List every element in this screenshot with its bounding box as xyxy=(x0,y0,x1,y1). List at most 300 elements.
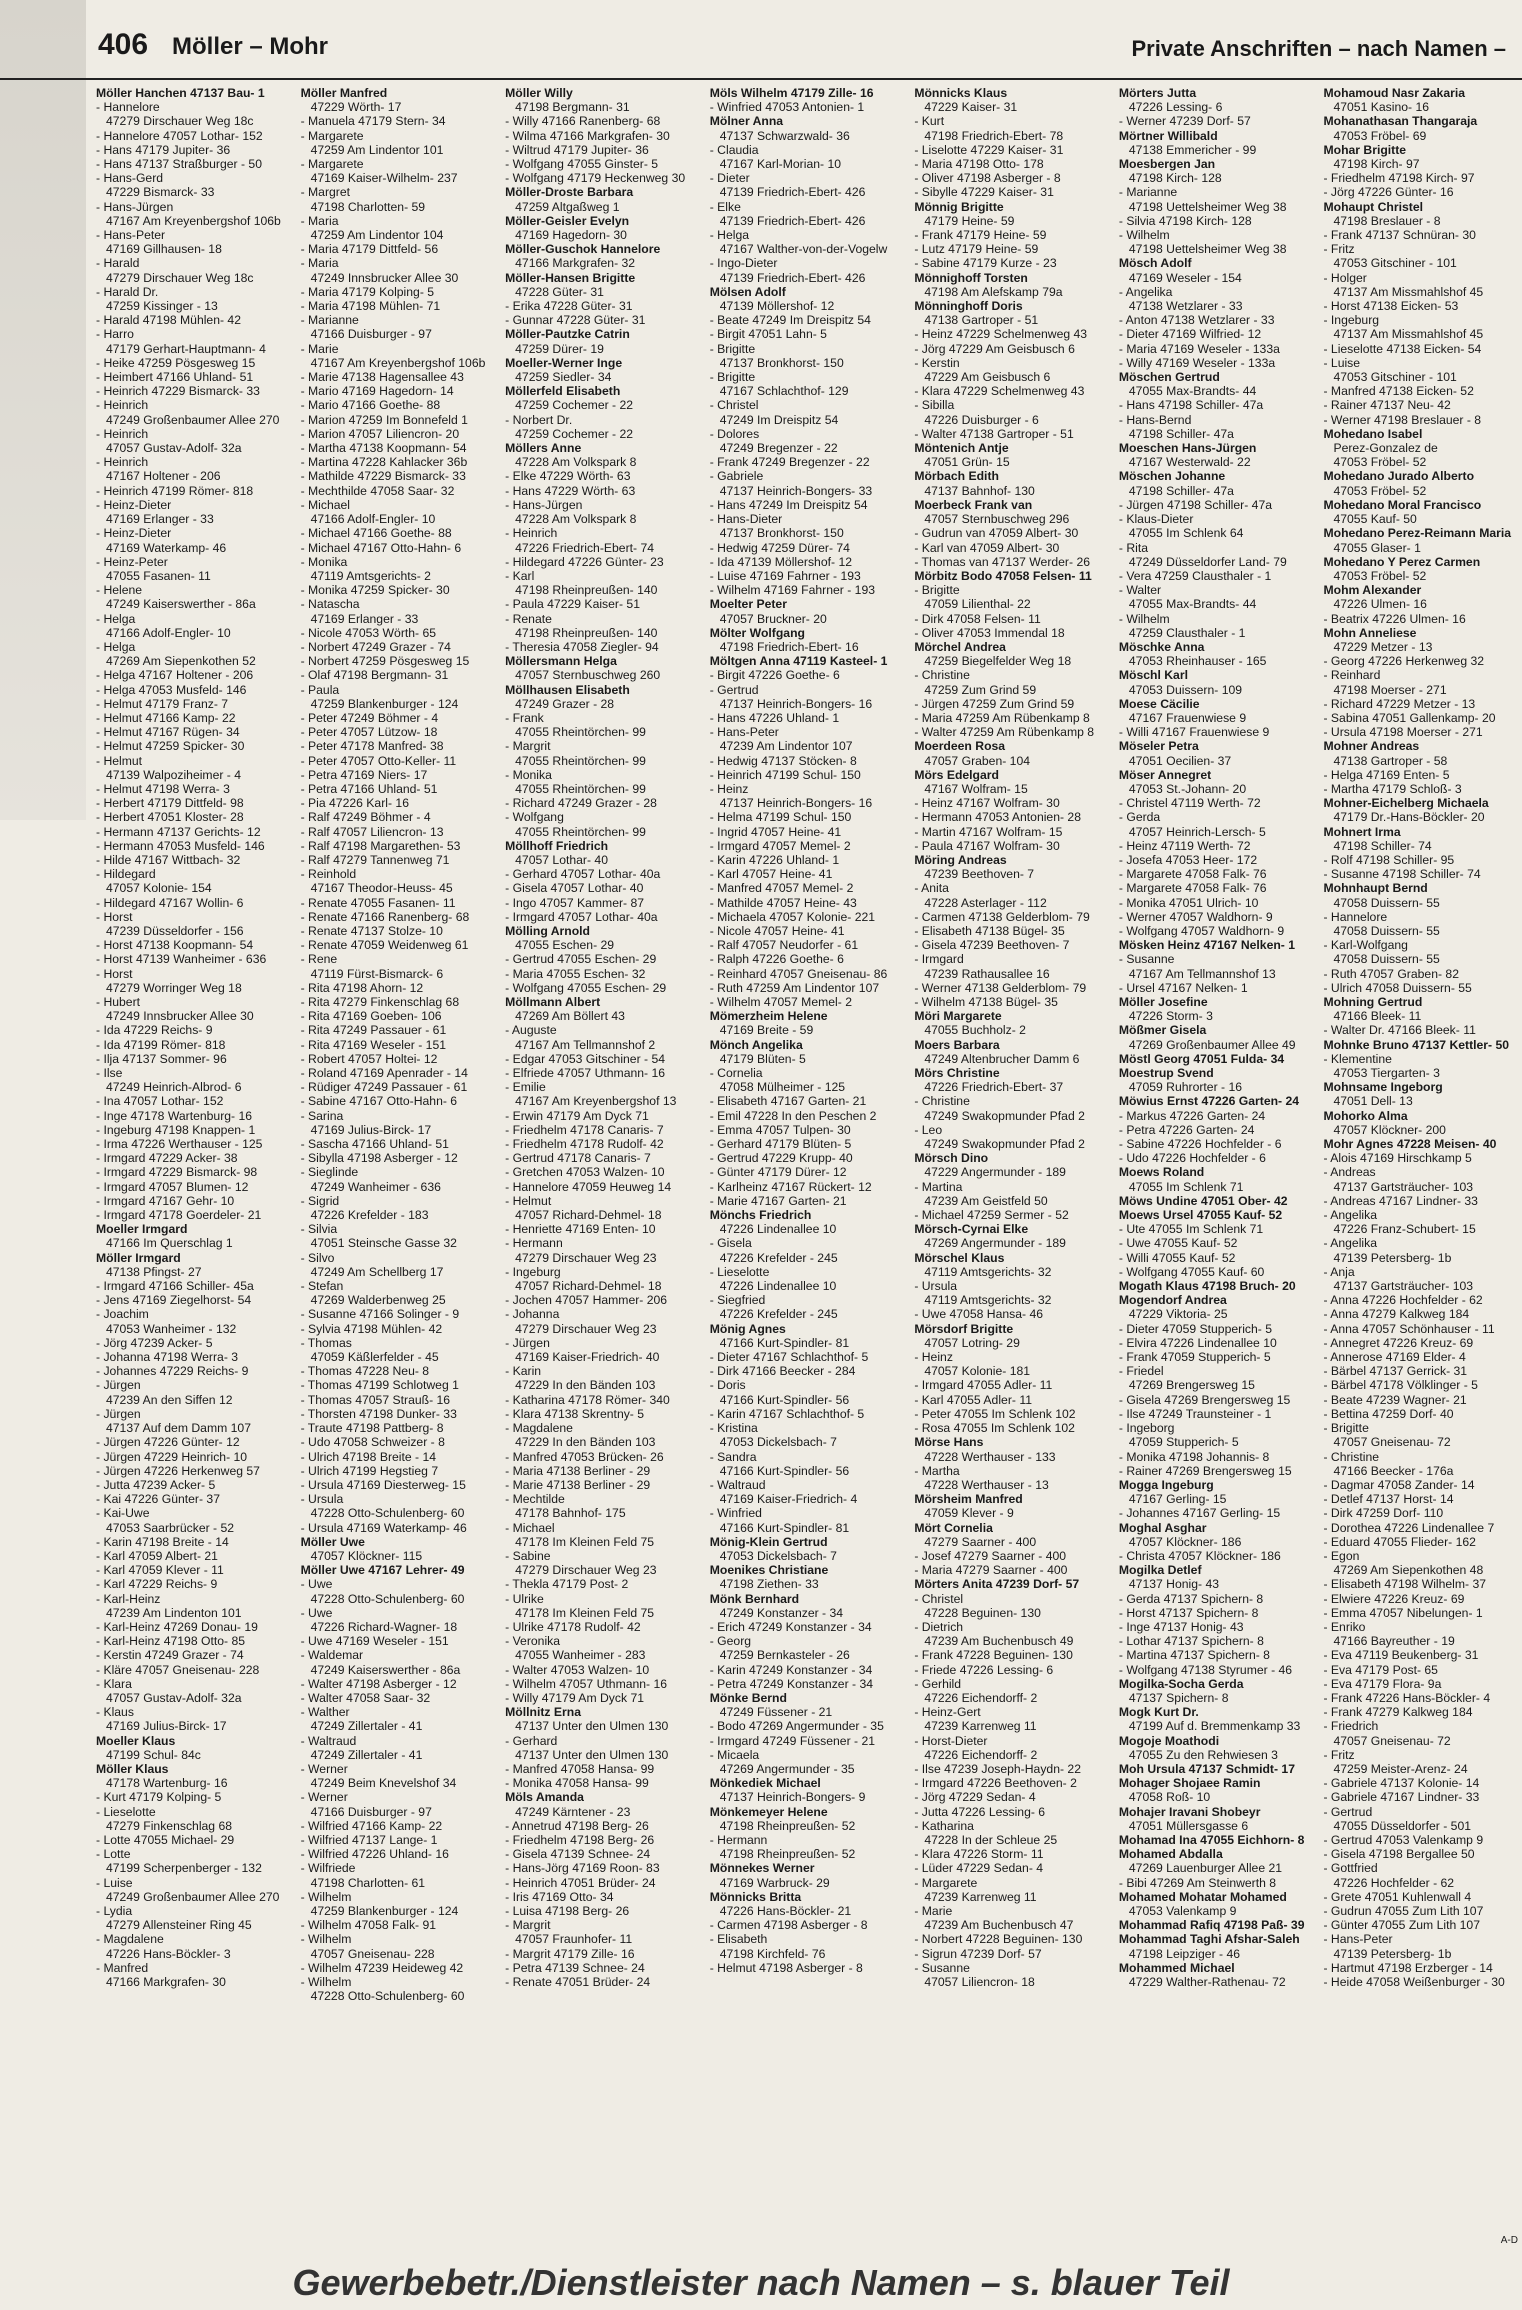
directory-entry: 47199 Scherpenberger - 132 xyxy=(106,1861,262,1876)
directory-entry: - Horst 47138 Koopmann- 54 xyxy=(96,938,254,953)
surname-entry: Mörs Christine xyxy=(914,1066,1000,1081)
directory-entry: - Petra 47166 Uhland- 51 xyxy=(300,781,438,796)
directory-entry: - Günter 47055 Zum Lith 107 xyxy=(1323,1918,1480,1933)
directory-entry: - Irmgard 47229 Bismarck- 98 xyxy=(96,1165,258,1180)
directory-entry: - Renate 47166 Ranenberg- 68 xyxy=(300,909,470,924)
directory-entry: - Uwe xyxy=(300,1605,333,1620)
directory-entry: - Werner 47057 Waldhorn- 9 xyxy=(1118,909,1273,924)
surname-entry: Mölling Arnold xyxy=(505,923,590,938)
directory-column xyxy=(1119,86,1310,2246)
directory-entry: - Anna 47279 Kalkweg 184 xyxy=(1323,1307,1470,1322)
directory-entry: - Angelika xyxy=(1323,1236,1377,1251)
surname-entry: Möschke Anna xyxy=(1118,639,1205,654)
directory-entry: - Klementine xyxy=(1323,1051,1392,1066)
directory-entry: - Irmgard 47178 Goerdeler- 21 xyxy=(96,1208,262,1223)
directory-entry: - Rita 47169 Weseler - 151 xyxy=(300,1037,447,1052)
directory-entry: - Friedel xyxy=(1118,1364,1164,1379)
directory-entry: - Edgar 47053 Gitschiner - 54 xyxy=(505,1051,666,1066)
directory-entry: - Helga 47167 Holtener - 206 xyxy=(96,668,254,683)
surname-entry: Mohedano Jurado Alberto xyxy=(1323,469,1475,484)
directory-entry: - Ulrike 47178 Rudolf- 42 xyxy=(505,1619,641,1634)
directory-entry: - Wilhelm 47057 Uthmann- 16 xyxy=(505,1676,668,1691)
directory-entry: - Gertrud 47053 Valenkamp 9 xyxy=(1323,1832,1484,1847)
directory-entry: 47059 Klever - 9 xyxy=(924,1506,1014,1521)
directory-entry: 47055 Max-Brandts- 44 xyxy=(1128,384,1257,399)
directory-entry: 47059 Stupperich- 5 xyxy=(1128,1435,1239,1450)
directory-entry: 47053 Gitschiner - 101 xyxy=(1333,256,1457,271)
directory-entry: - Lotte 47055 Michael- 29 xyxy=(96,1832,235,1847)
directory-entry: - Dorothea 47226 Lindenallee 7 xyxy=(1323,1520,1495,1535)
directory-entry: 47055 Rheintörchen- 99 xyxy=(515,753,646,768)
directory-entry: - Hannelore 47057 Lothar- 152 xyxy=(96,128,263,143)
directory-entry: - Hans-Jürgen xyxy=(96,199,174,214)
directory-entry: - Gertrud 47229 Krupp- 40 xyxy=(709,1151,853,1166)
directory-entry: - Iris 47169 Otto- 34 xyxy=(505,1889,614,1904)
directory-entry: - Hans 47179 Jupiter- 36 xyxy=(96,142,231,157)
directory-entry: 47198 Ziethen- 33 xyxy=(719,1577,819,1592)
directory-entry: - Gerhard xyxy=(505,1733,558,1748)
directory-entry: 47051 Grün- 15 xyxy=(924,455,1010,470)
directory-entry: - Eva 47119 Beukenberg- 31 xyxy=(1323,1648,1479,1663)
directory-entry: - Ralf 47279 Tannenweg 71 xyxy=(300,852,450,867)
directory-entry: - Dieter 47167 Schlachthof- 5 xyxy=(709,1350,869,1365)
directory-entry: - Walter 47058 Saar- 32 xyxy=(300,1690,431,1705)
surname-entry: Moeller Irmgard xyxy=(96,1222,188,1237)
directory-entry: - Renate 47137 Stolze- 10 xyxy=(300,923,443,938)
directory-entry: - Werner 47239 Dorf- 57 xyxy=(1118,114,1251,129)
directory-entry: 47239 Am Lindentor 107 xyxy=(719,739,853,754)
directory-entry: - Karl 47229 Reichs- 9 xyxy=(96,1577,218,1592)
directory-entry: 47249 Wanheimer - 636 xyxy=(310,1179,441,1194)
directory-entry: - Manuela 47179 Stern- 34 xyxy=(300,114,446,129)
surname-entry: Mönig-Klein Gertrud xyxy=(709,1534,828,1549)
directory-entry: - Rainer 47137 Neu- 42 xyxy=(1323,398,1451,413)
directory-entry: 47229 Bismarck- 33 xyxy=(106,185,215,200)
directory-entry: 47137 Spichern- 8 xyxy=(1128,1690,1229,1705)
directory-entry: - Hans 47198 Schiller- 47a xyxy=(1118,398,1264,413)
directory-entry: - Susanne 47166 Solinger - 9 xyxy=(300,1307,460,1322)
directory-entry: - Bibi 47269 Am Steinwerth 8 xyxy=(1118,1875,1277,1890)
directory-entry: - Ingeburg xyxy=(505,1264,561,1279)
directory-entry: 47139 Petersberg- 1b xyxy=(1333,1250,1452,1265)
directory-entry: 47229 Walther-Rathenau- 72 xyxy=(1128,1975,1286,1990)
directory-entry: 47138 Emmericher - 99 xyxy=(1128,142,1257,157)
surname-entry: Möller-Guschok Hannelore xyxy=(505,242,661,257)
directory-entry: - Rolf 47198 Schiller- 95 xyxy=(1323,852,1455,867)
directory-entry: - Rita 47169 Goeben- 106 xyxy=(300,1009,442,1024)
directory-entry: - Thekla 47179 Post- 2 xyxy=(505,1577,629,1592)
directory-entry: 47167 Am Tellmannshof 2 xyxy=(515,1037,656,1052)
directory-entry: 47198 Schiller- 47a xyxy=(1128,483,1234,498)
directory-entry: - Elisabeth 47198 Wilhelm- 37 xyxy=(1323,1577,1487,1592)
directory-entry: - Ursula 47198 Moerser - 271 xyxy=(1323,725,1483,740)
surname-entry: Moesbergen Jan xyxy=(1118,157,1216,172)
directory-entry: - Manfred 47053 Brücken- 26 xyxy=(505,1449,664,1464)
directory-entry: - Beatrix 47226 Ulmen- 16 xyxy=(1323,611,1466,626)
directory-entry: - Fritz xyxy=(1323,242,1355,257)
surname-entry: Mohar Brigitte xyxy=(1323,142,1407,157)
directory-entry: - Gerda 47137 Spichern- 8 xyxy=(1118,1591,1264,1606)
directory-entry: 47259 Meister-Arenz- 24 xyxy=(1333,1761,1468,1776)
directory-entry: - Emil 47228 In den Peschen 2 xyxy=(709,1108,877,1123)
directory-entry: - Kristina xyxy=(709,1421,758,1436)
directory-entry: - Mathilde 47229 Bismarck- 33 xyxy=(300,469,466,484)
directory-entry: - Erwin 47179 Am Dyck 71 xyxy=(505,1108,649,1123)
directory-entry: - Rita 47198 Ahorn- 12 xyxy=(300,980,424,995)
directory-entry: - Gerhard 47179 Blüten- 5 xyxy=(709,1137,852,1152)
directory-entry: - Kai 47226 Günter- 37 xyxy=(96,1492,220,1507)
directory-entry: 47279 Dirschauer Weg 18c xyxy=(106,114,254,129)
directory-entry: - Dieter xyxy=(709,171,750,186)
directory-entry: - Ida 47139 Möllershof- 12 xyxy=(709,554,853,569)
directory-entry: 47249 Zillertaler - 41 xyxy=(310,1719,423,1734)
directory-entry: 47279 Worringer Weg 18 xyxy=(106,980,242,995)
directory-entry: 47228 Am Volkspark 8 xyxy=(515,455,637,470)
directory-entry: 47269 Am Böllert 43 xyxy=(515,1009,625,1024)
thumb-index-tab xyxy=(0,0,86,820)
surname-entry: Mogilka-Socha Gerda xyxy=(1118,1676,1244,1691)
directory-entry: - Wilfried 47137 Lange- 1 xyxy=(300,1832,438,1847)
directory-entry: - Kurt 47179 Kolping- 5 xyxy=(96,1790,222,1805)
directory-entry: - Robert 47057 Holtei- 12 xyxy=(300,1051,438,1066)
surname-entry: Mohanathasan Thangaraja xyxy=(1323,114,1478,129)
surname-entry: Mörsch Dino xyxy=(914,1151,989,1166)
directory-entry: - Udo 47058 Schweizer - 8 xyxy=(300,1435,445,1450)
directory-entry: - Margarete xyxy=(300,128,364,143)
directory-entry: 47269 Großenbaumer Allee 49 xyxy=(1128,1037,1296,1052)
directory-entry: 47259 Zum Grind 59 xyxy=(924,682,1037,697)
directory-entry: - Brigitte xyxy=(1323,1421,1369,1436)
directory-entry: 47057 Gneisenau- 72 xyxy=(1333,1435,1451,1450)
directory-entry: - Heinz-Dieter xyxy=(96,497,172,512)
directory-entry: 47198 Leipziger - 46 xyxy=(1128,1946,1241,1961)
directory-entry: - Norbert Dr. xyxy=(505,412,573,427)
surname-entry: Mönnighoff Torsten xyxy=(914,270,1028,285)
directory-entry: 47057 Liliencron- 18 xyxy=(924,1975,1035,1990)
directory-entry: 47249 Großenbaumer Allee 270 xyxy=(106,1889,280,1904)
directory-entry: - Kläre 47057 Gneisenau- 228 xyxy=(96,1662,260,1677)
directory-entry: 47239 Karrenweg 11 xyxy=(924,1889,1037,1904)
directory-entry: - Frank 47228 Beguinen- 130 xyxy=(914,1648,1073,1663)
directory-entry: - Irmgard 47055 Adler- 11 xyxy=(914,1378,1053,1393)
directory-entry: 47178 Im Kleinen Feld 75 xyxy=(515,1605,655,1620)
directory-entry: - Rainer 47269 Brengersweg 15 xyxy=(1118,1463,1292,1478)
directory-entry: - Heinrich xyxy=(96,398,149,413)
directory-entry: 47228 Otto-Schulenberg- 60 xyxy=(310,1591,465,1606)
surname-entry: Moews Roland xyxy=(1118,1165,1205,1180)
directory-entry: - Hannelore xyxy=(1323,909,1388,924)
directory-entry: - Maria 47179 Kolping- 5 xyxy=(300,284,435,299)
directory-entry: - Gisela 47239 Beethoven- 7 xyxy=(914,938,1070,953)
directory-entry: - Helga xyxy=(96,611,136,626)
directory-entry: - Ulrich 47058 Duissern- 55 xyxy=(1323,980,1472,995)
directory-entry: - Irmgard 47229 Acker- 38 xyxy=(96,1151,238,1166)
directory-entry: 47057 Lothar- 40 xyxy=(515,852,608,867)
surname-entry: Mörters Anita 47239 Dorf- 57 xyxy=(914,1577,1080,1592)
directory-entry: 47249 Kaiserswerther - 86a xyxy=(310,1662,461,1677)
directory-entry: - Heinz-Peter xyxy=(96,554,168,569)
directory-entry: - Willy 47169 Weseler - 133a xyxy=(1118,355,1276,370)
directory-entry: 47259 Blankenburger - 124 xyxy=(310,696,459,711)
directory-entry: - Friedrich xyxy=(1323,1719,1379,1734)
directory-entry: - Nicole 47057 Heine- 41 xyxy=(709,923,845,938)
directory-entry: - Petra 47169 Niers- 17 xyxy=(300,767,428,782)
directory-entry: 47198 Rheinpreußen- 140 xyxy=(515,625,658,640)
directory-entry: - Wolfgang 47138 Styrumer - 46 xyxy=(1118,1662,1293,1677)
directory-entry: 47198 Friedrich-Ebert- 78 xyxy=(924,128,1064,143)
surname-entry: Mönke Bernd xyxy=(709,1690,787,1705)
surname-entry: Möser Annegret xyxy=(1118,767,1212,782)
directory-entry: - Karin xyxy=(505,1364,542,1379)
directory-entry: - Wolfgang 47057 Waldhorn- 9 xyxy=(1118,923,1285,938)
directory-entry: 47179 Blüten- 5 xyxy=(719,1051,806,1066)
surname-entry: Moh Ursula 47137 Schmidt- 17 xyxy=(1118,1761,1295,1776)
directory-entry: 47229 In den Bänden 103 xyxy=(515,1378,656,1393)
directory-entry: 47166 Adolf-Engler- 10 xyxy=(106,625,231,640)
directory-entry: 47138 Gartroper - 51 xyxy=(924,313,1039,328)
directory-entry: 47057 Gustav-Adolf- 32a xyxy=(106,441,242,456)
directory-entry: - Monika 47198 Johannis- 8 xyxy=(1118,1449,1270,1464)
directory-column xyxy=(301,86,492,2246)
directory-entry: 47226 Hans-Böckler- 21 xyxy=(719,1904,852,1918)
directory-entry: 47229 Wörth- 17 xyxy=(310,100,402,115)
directory-entry: 47239 Rathausallee 16 xyxy=(924,966,1050,981)
surname-entry: Moenikes Christiane xyxy=(709,1563,829,1578)
directory-entry: - Gudrun 47055 Zum Lith 107 xyxy=(1323,1904,1484,1918)
directory-entry: - Maria xyxy=(300,256,339,271)
directory-entry: - Ida 47229 Reichs- 9 xyxy=(96,1023,213,1038)
directory-entry: - Hilde 47167 Wittbach- 32 xyxy=(96,852,241,867)
directory-entry: - Irmgard 47057 Blumen- 12 xyxy=(96,1179,249,1194)
directory-entry: - Friedhelm 47198 Berg- 26 xyxy=(505,1832,655,1847)
directory-entry: 47055 Im Schlenk 71 xyxy=(1128,1179,1244,1194)
directory-entry: - Norbert 47228 Beguinen- 130 xyxy=(914,1932,1083,1947)
directory-entry: 47198 Uettelsheimer Weg 38 xyxy=(1128,199,1287,214)
directory-entry: - Harald 47198 Mühlen- 42 xyxy=(96,313,241,328)
directory-entry: - Ina 47057 Lothar- 152 xyxy=(96,1094,224,1109)
directory-entry: - Irmgard 47167 Gehr- 10 xyxy=(96,1193,235,1208)
directory-entry: 47167 Schlachthof- 129 xyxy=(719,384,849,399)
directory-entry: - Frank 47249 Bregenzer - 22 xyxy=(709,455,870,470)
directory-entry: - Hannelore 47059 Heuweg 14 xyxy=(505,1179,672,1194)
directory-entry: - Oliver 47198 Asberger - 8 xyxy=(914,171,1061,186)
directory-entry: 47057 Heinrich-Lersch- 5 xyxy=(1128,824,1266,839)
directory-entry: - Irmgard 47249 Füssener - 21 xyxy=(709,1733,876,1748)
directory-entry: 47239 An den Siffen 12 xyxy=(106,1392,233,1407)
directory-entry: - Dirk 47058 Felsen- 11 xyxy=(914,611,1041,626)
directory-entry: - Helmut 47179 Franz- 7 xyxy=(96,696,229,711)
directory-entry: - Renate 47055 Fasanen- 11 xyxy=(300,895,456,910)
directory-entry: 47249 Innsbrucker Allee 30 xyxy=(310,270,459,285)
surname-entry: Mohammad Taghi Afshar-Saleh xyxy=(1118,1932,1300,1947)
page-footer xyxy=(0,2262,1522,2310)
directory-entry: - Wilhelm 47138 Bügel- 35 xyxy=(914,995,1058,1009)
directory-entry: - Gertrud 47178 Canaris- 7 xyxy=(505,1151,651,1166)
directory-entry: - Wiltrud 47179 Jupiter- 36 xyxy=(505,142,649,157)
directory-entry: 47259 Altgaßweg 1 xyxy=(515,199,620,214)
directory-entry: - Maria 47169 Weseler - 133a xyxy=(1118,341,1280,356)
directory-entry: 47226 Friedrich-Ebert- 37 xyxy=(924,1080,1064,1095)
surname-entry: Mönninghoff Doris xyxy=(914,299,1023,314)
surname-entry: Mohn Anneliese xyxy=(1323,625,1417,640)
directory-entry: - Jörg 47239 Acker- 5 xyxy=(96,1335,213,1350)
directory-entry: - Gerhard 47057 Lothar- 40a xyxy=(505,867,661,882)
directory-entry: - Martha 47179 Schloß- 3 xyxy=(1323,781,1462,796)
directory-entry: - Gerhild xyxy=(914,1676,962,1691)
directory-entry: - Thomas 47228 Neu- 8 xyxy=(300,1364,430,1379)
directory-entry: 47119 Amtsgerichts- 32 xyxy=(924,1293,1052,1308)
directory-entry: - Wilhelm xyxy=(1118,611,1170,626)
directory-entry: - Anna 47057 Schönhauser - 11 xyxy=(1323,1321,1495,1336)
directory-entry: - Susanne 47198 Schiller- 74 xyxy=(1323,867,1481,882)
directory-entry: 47259 Cochemer - 22 xyxy=(515,426,634,441)
directory-entry: - Silvia 47198 Kirch- 128 xyxy=(1118,213,1252,228)
directory-entry: 47226 Duisburger - 6 xyxy=(924,412,1039,427)
directory-entry: - Walter 47198 Asberger - 12 xyxy=(300,1676,457,1691)
directory-entry: - Erich 47249 Konstanzer - 34 xyxy=(709,1619,872,1634)
directory-entry: - Oliver 47053 Immendal 18 xyxy=(914,625,1065,640)
directory-entry: - Annegret 47226 Kreuz- 69 xyxy=(1323,1335,1474,1350)
directory-entry: 47053 Saarbrücker - 52 xyxy=(106,1520,235,1535)
directory-entry: - Peter 47055 Im Schlenk 102 xyxy=(914,1406,1076,1421)
directory-entry: - Hans 47137 Straßburger - 50 xyxy=(96,157,262,172)
directory-entry: 47269 Lauenburger Allee 21 xyxy=(1128,1861,1283,1876)
directory-entry: 47053 Valenkamp 9 xyxy=(1128,1904,1237,1918)
directory-entry: 47239 Am Geistfeld 50 xyxy=(924,1193,1048,1208)
directory-entry: 47166 Markgrafen- 30 xyxy=(106,1975,226,1990)
directory-entry: - Monika 47058 Hansa- 99 xyxy=(505,1776,649,1791)
directory-entry: 47138 Gartroper - 58 xyxy=(1333,753,1448,768)
directory-entry: - Gottfried xyxy=(1323,1861,1378,1876)
directory-entry: - Ingo-Dieter xyxy=(709,256,778,271)
directory-entry: - Günter 47179 Dürer- 12 xyxy=(709,1165,847,1180)
surname-entry: Möller-Droste Barbara xyxy=(505,185,634,200)
directory-entry: 47057 Richard-Dehmel- 18 xyxy=(515,1279,662,1294)
surname-entry: Mohnhaupt Bernd xyxy=(1323,881,1428,896)
directory-entry: - Lüder 47229 Sedan- 4 xyxy=(914,1861,1044,1876)
directory-entry: 47137 Gartsträucher- 103 xyxy=(1333,1179,1474,1194)
directory-entry: 47226 Krefelder - 183 xyxy=(310,1208,429,1223)
directory-entry: 47228 Otto-Schulenberg- 60 xyxy=(310,1506,465,1521)
directory-entry: - Kerstin xyxy=(914,355,960,370)
directory-entry: 47226 Eichendorff- 2 xyxy=(924,1747,1038,1762)
surname-entry: Mohnsame Ingeborg xyxy=(1323,1080,1443,1095)
directory-entry: - Magdalene xyxy=(96,1932,164,1947)
surname-entry: Mohammad Rafiq 47198 Paß- 39 xyxy=(1118,1918,1305,1933)
directory-entry: - Bodo 47269 Angermunder - 35 xyxy=(709,1719,884,1734)
directory-entry: - Ursula xyxy=(300,1492,344,1507)
directory-entry: 47137 Heinrich-Bongers- 9 xyxy=(719,1790,866,1805)
directory-entry: - Sibylle 47229 Kaiser- 31 xyxy=(914,185,1054,200)
directory-entry: 47137 Gartsträucher- 103 xyxy=(1333,1279,1474,1294)
directory-entry: - Irma 47226 Werthauser - 125 xyxy=(96,1137,263,1152)
surname-entry: Moeller-Werner Inge xyxy=(505,355,623,370)
directory-entry: 47057 Klöckner- 200 xyxy=(1333,1122,1446,1137)
directory-entry: - Anna 47226 Hochfelder - 62 xyxy=(1323,1293,1483,1308)
directory-entry: 47249 Kaiserswerther - 86a xyxy=(106,597,256,612)
directory-entry: 47249 Düsseldorfer Land- 79 xyxy=(1128,554,1287,569)
directory-entry: - Renate 47051 Brüder- 24 xyxy=(505,1975,651,1990)
directory-entry: - Uwe 47058 Hansa- 46 xyxy=(914,1307,1044,1322)
surname-entry: Mönnekes Werner xyxy=(709,1861,815,1876)
directory-entry: - Angelika xyxy=(1323,1208,1377,1223)
directory-entry: - Doris xyxy=(709,1378,746,1393)
directory-entry: - Gabriele xyxy=(709,469,764,484)
directory-entry: - Frank 47179 Heine- 59 xyxy=(914,228,1047,243)
directory-entry: 47269 Brengersweg 15 xyxy=(1128,1378,1255,1393)
directory-entry: - Petra 47249 Konstanzer - 34 xyxy=(709,1676,874,1691)
directory-entry: - Claudia xyxy=(709,142,759,157)
directory-entry: 47139 Friedrich-Ebert- 426 xyxy=(719,270,866,285)
directory-entry: - Willi 47167 Frauenwiese 9 xyxy=(1118,725,1270,740)
directory-entry: - Maria 47179 Dittfeld- 56 xyxy=(300,242,439,257)
directory-entry: 47166 Markgrafen- 32 xyxy=(515,256,636,271)
directory-entry: 47051 Oecilien- 37 xyxy=(1128,753,1232,768)
directory-entry: - Heinrich 47199 Römer- 818 xyxy=(96,483,254,498)
directory-entry: 47199 Auf d. Bremmenkamp 33 xyxy=(1128,1719,1301,1734)
directory-entry: - Josef 47279 Saarner - 400 xyxy=(914,1548,1067,1563)
directory-entry: 47055 Wanheimer - 283 xyxy=(515,1648,646,1663)
directory-entry: - Gabriele 47137 Kolonie- 14 xyxy=(1323,1776,1480,1791)
directory-entry: 47198 Rheinpreußen- 140 xyxy=(515,583,658,598)
directory-entry: - Heinz xyxy=(709,781,749,796)
directory-entry: - Friedhelm 47198 Kirch- 97 xyxy=(1323,171,1475,186)
directory-entry: - Wilfried 47166 Kamp- 22 xyxy=(300,1818,443,1833)
directory-entry: - Bärbel 47178 Völklinger - 5 xyxy=(1323,1378,1478,1393)
directory-entry: - Theresia 47058 Ziegler- 94 xyxy=(505,639,659,654)
section-title: Private Anschriften – nach Namen – xyxy=(1131,36,1506,61)
directory-entry: 47058 Mülheimer - 125 xyxy=(719,1080,846,1095)
directory-entry: - Klaus-Dieter xyxy=(1118,512,1194,527)
directory-entry: - Markus 47226 Garten- 24 xyxy=(1118,1108,1266,1123)
directory-entry: - Gisela 47269 Brengersweg 15 xyxy=(1118,1392,1291,1407)
directory-entry: 47137 Heinrich-Bongers- 33 xyxy=(719,483,873,498)
directory-entry: - Christel xyxy=(709,398,759,413)
directory-entry: - Micaela xyxy=(709,1747,760,1762)
surname-entry: Möller-Hansen Brigitte xyxy=(505,270,636,285)
directory-entry: - Eva 47179 Flora- 9a xyxy=(1323,1676,1442,1691)
directory-entry: - Inge 47137 Honig- 43 xyxy=(1118,1619,1244,1634)
directory-entry: 47228 Asterlager - 112 xyxy=(924,895,1047,910)
directory-entry: 47058 Duissern- 55 xyxy=(1333,895,1440,910)
directory-entry: - Sabine 47167 Otto-Hahn- 6 xyxy=(300,1094,458,1109)
surname-entry: Möws Undine 47051 Ober- 42 xyxy=(1118,1193,1288,1208)
directory-entry: - Kerstin 47249 Grazer - 74 xyxy=(96,1648,244,1663)
surname-entry: Mohaupt Christel xyxy=(1323,199,1423,214)
directory-entry: - Hans-Peter xyxy=(709,725,779,740)
directory-entry: - Anton 47138 Wetzlarer - 33 xyxy=(1118,313,1275,328)
directory-entry: 47053 Fröbel- 52 xyxy=(1333,455,1427,470)
surname-entry: Möri Margarete xyxy=(914,1009,1002,1024)
directory-entry: - Helmut xyxy=(505,1193,552,1208)
directory-entry: - Walter Dr. 47166 Bleek- 11 xyxy=(1323,1023,1476,1038)
directory-entry: - Cornelia xyxy=(709,1066,763,1081)
directory-entry: - Gisela 47139 Schnee- 24 xyxy=(505,1847,651,1862)
directory-entry: - Dirk 47259 Dorf- 110 xyxy=(1323,1506,1444,1521)
directory-entry: 47166 Beecker - 176a xyxy=(1333,1463,1454,1478)
directory-entry: 47249 Beim Knevelshof 34 xyxy=(310,1776,457,1791)
directory-entry: - Manfred 47138 Eicken- 52 xyxy=(1323,384,1474,399)
directory-entry: - Hans 47226 Uhland- 1 xyxy=(709,710,840,725)
surname-entry: Mörse Hans xyxy=(914,1435,984,1450)
surname-entry: Mörs Edelgard xyxy=(914,767,999,782)
directory-entry: 47137 Auf dem Damm 107 xyxy=(106,1421,251,1436)
directory-entry: - Marion 47259 Im Bonnefeld 1 xyxy=(300,412,468,427)
surname-entry: Mohamed Mohatar Mohamed xyxy=(1118,1889,1287,1904)
directory-entry: 47166 Kurt-Spindler- 56 xyxy=(719,1392,850,1407)
directory-entry: - Sieglinde xyxy=(300,1165,359,1180)
directory-entry: - Willi 47055 Kauf- 52 xyxy=(1118,1250,1236,1265)
